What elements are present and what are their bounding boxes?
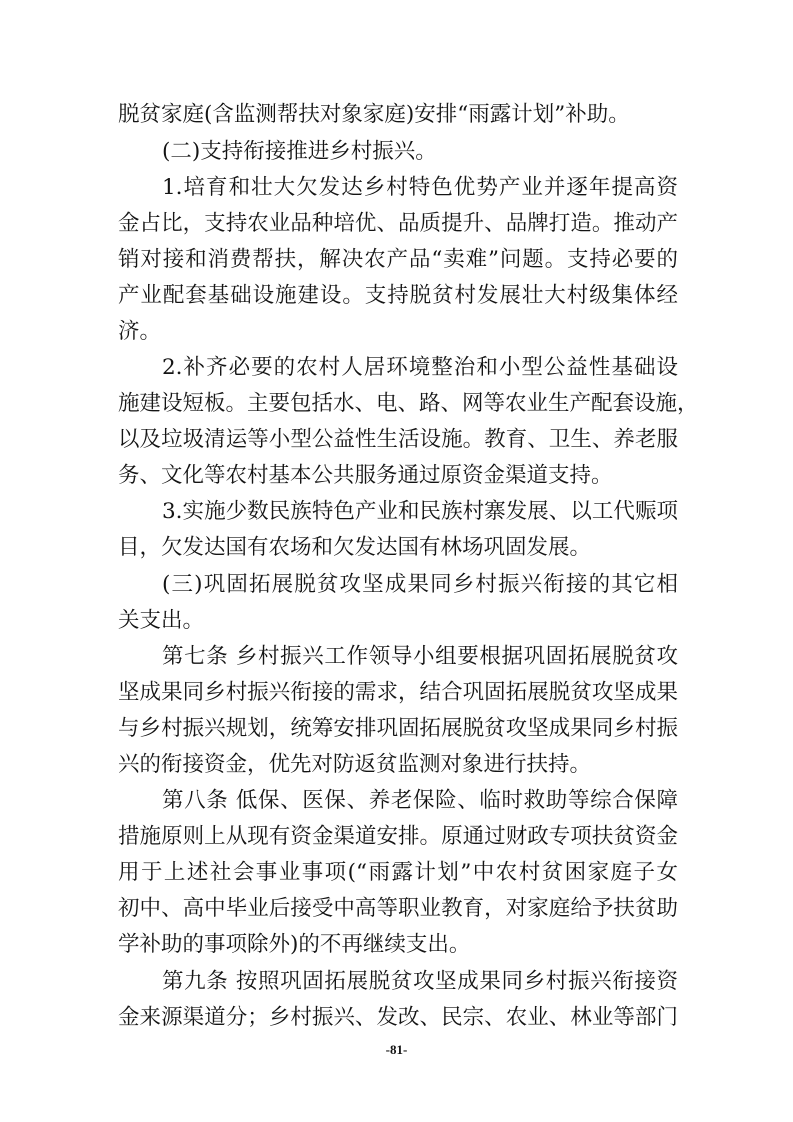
page-number: -81- [385, 1042, 408, 1057]
text-line: 目，欠发达国有农场和欠发达国有林场巩固发展。 [118, 534, 592, 560]
text-line: 用于上述社会事业事项(“雨露计划”中农村贫困家庭子女 [118, 859, 678, 885]
text-line: 坚成果同乡村振兴衔接的需求，结合巩固拓展脱贫攻坚成果 [118, 679, 678, 705]
text-line: 与乡村振兴规划，统筹安排巩固拓展脱贫攻坚成果同乡村振 [118, 715, 678, 741]
text-line: 以及垃圾清运等小型公益性生活设施。教育、卫生、养老服 [118, 426, 678, 452]
text-line: 务、文化等农村基本公共服务通过原资金渠道支持。 [118, 462, 613, 488]
text-line: 产业配套基础设施建设。支持脱贫村发展壮大村级集体经 [118, 282, 678, 308]
text-line: 学补助的事项除外)的不再继续支出。 [118, 931, 471, 957]
text-line: 3.实施少数民族特色产业和民族村寨发展、以工代赈项 [162, 498, 678, 524]
text-line: 济。 [118, 318, 162, 344]
text-line: 初中、高中毕业后接受中高等职业教育，对家庭给予扶贫助 [118, 895, 678, 921]
text-line: 销对接和消费帮扶，解决农产品“卖难”问题。支持必要的 [118, 246, 678, 272]
text-line: 措施原则上从现有资金渠道安排。原通过财政专项扶贫资金 [118, 823, 678, 849]
section-heading: (三)巩固拓展脱贫攻坚成果同乡村振兴衔接的其它相 [162, 571, 678, 597]
text-line: 施建设短板。主要包括水、电、路、网等农业生产配套设施， [118, 390, 699, 416]
text-line: 兴的衔接资金，优先对防返贫监测对象进行扶持。 [118, 751, 592, 777]
text-line: 1.培育和壮大欠发达乡村特色优势产业并逐年提高资 [162, 174, 678, 200]
section-heading: (二)支持衔接推进乡村振兴。 [162, 138, 437, 164]
article-7-line: 第七条 乡村振兴工作领导小组要根据巩固拓展脱贫攻 [162, 643, 678, 669]
text-line: 脱贫家庭(含监测帮扶对象家庭)安排“雨露计划”补助。 [118, 102, 630, 127]
text-line: 2.补齐必要的农村人居环境整治和小型公益性基础设 [162, 354, 678, 380]
article-9-line: 第九条 按照巩固拓展脱贫攻坚成果同乡村振兴衔接资 [162, 968, 678, 994]
text-line: 金占比，支持农业品种培优、品质提升、品牌打造。推动产 [118, 210, 678, 236]
text-line: 金来源渠道分；乡村振兴、发改、民宗、农业、林业等部门 [118, 1004, 678, 1030]
article-8-line: 第八条 低保、医保、养老保险、临时救助等综合保障 [162, 787, 678, 813]
text-line: 关支出。 [118, 607, 205, 633]
